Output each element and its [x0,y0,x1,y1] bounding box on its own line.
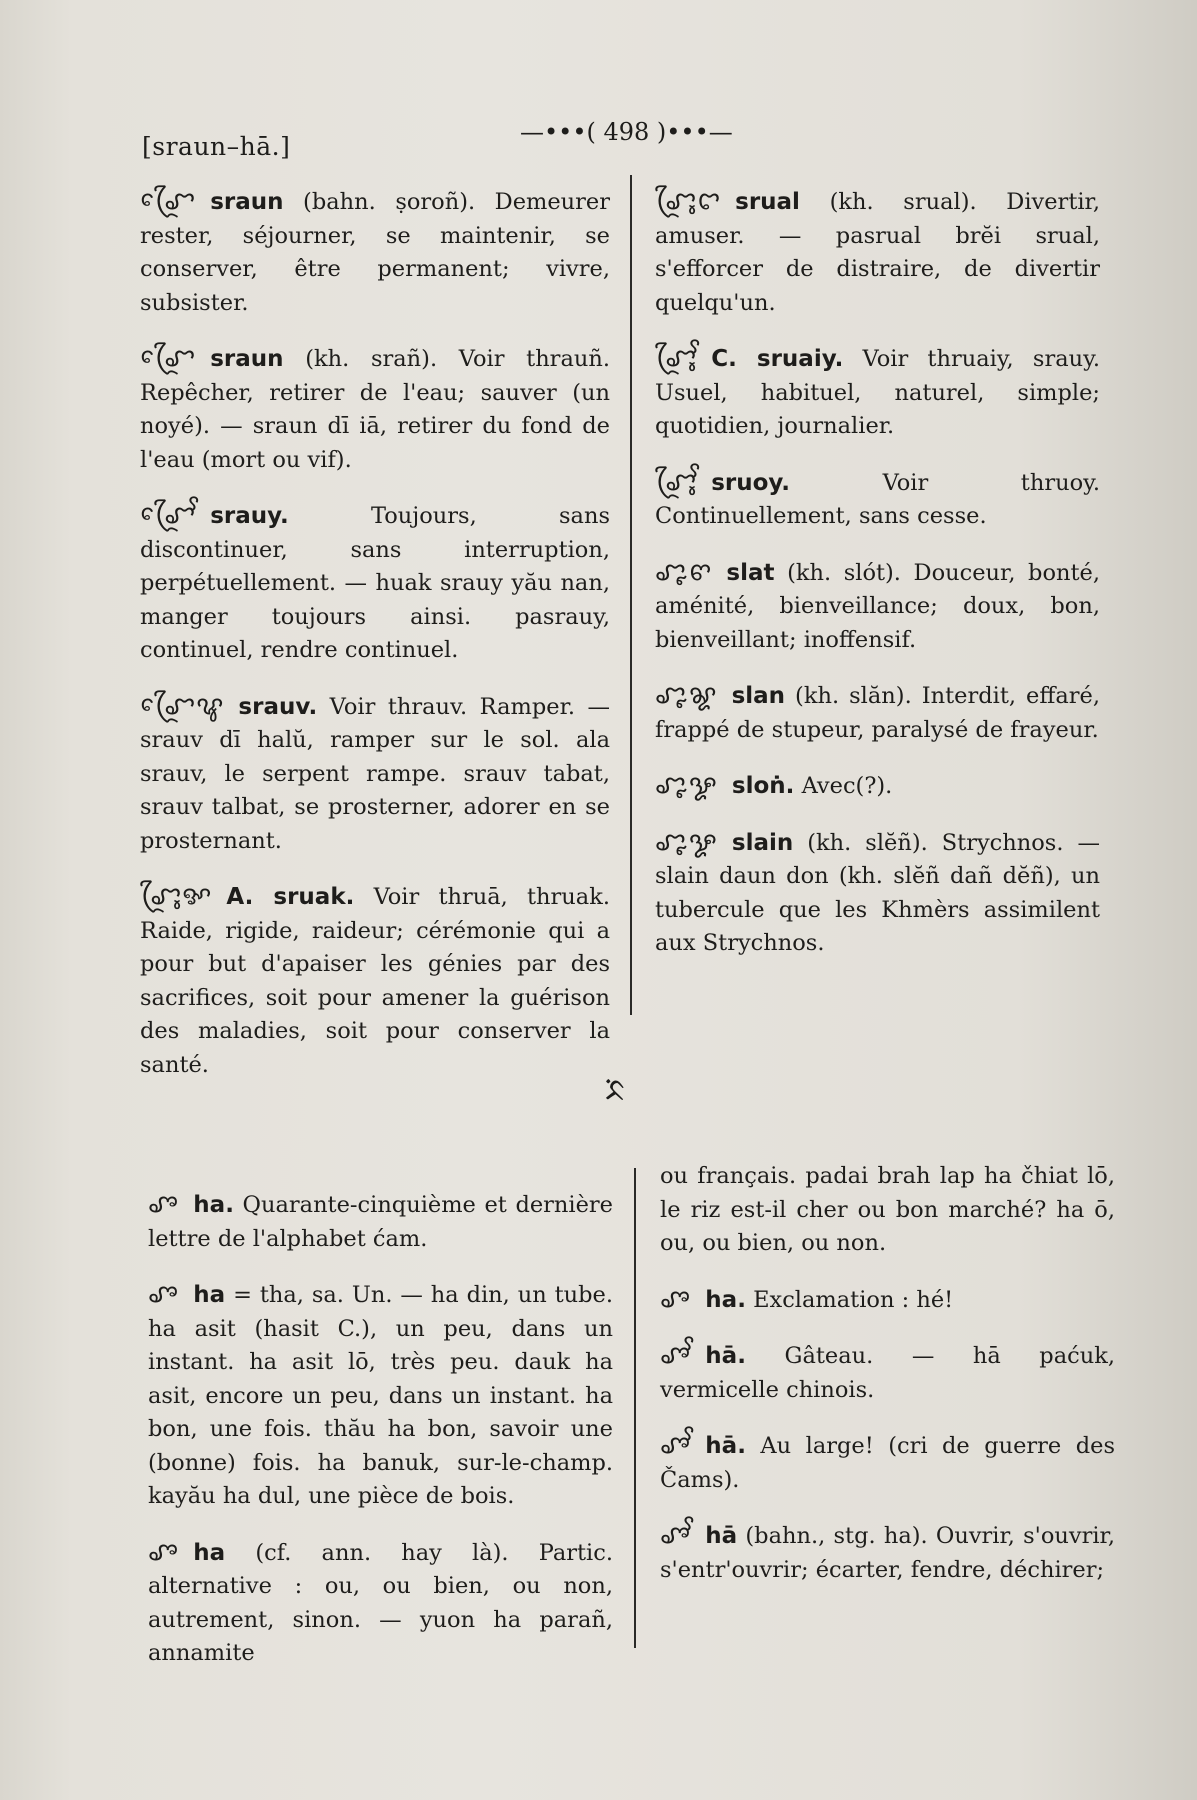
dictionary-entry [140,880,610,1082]
page-number: —•••( 498 )•••— [520,118,733,146]
dictionary-entry [655,466,1100,534]
cham-script-glyph: ꨧꨴꨶꨩ [655,343,698,373]
dictionary-entry [140,185,610,320]
right-column [655,185,1100,983]
cham-script-glyph: ꨨ [148,1536,180,1567]
headword: srauv. [238,693,318,720]
dictionary-entry [655,769,1100,804]
dictionary-entry [660,1429,1115,1497]
column-rule-lower [634,1168,636,1648]
headword: hā. [705,1343,746,1369]
dictionary-entry [655,826,1100,961]
definition: Voir thruaiy, srauy. Usuel, habituel, naturel, simple; quotidien, journalier. [655,346,1100,439]
cham-script-glyph: ꨨ [660,1283,692,1314]
headword: slat [726,559,775,586]
cham-script-glyph: ꨧꨵꨋ [655,770,718,800]
cham-script-glyph: ꨧꨴꨶꨩ [655,466,698,497]
headword: srual [735,189,800,215]
cham-script-glyph: ꨧꨴꨯꨥ [140,690,225,721]
dictionary-entry [140,690,610,859]
left-column [140,185,610,1104]
headword: hā [705,1523,738,1549]
dictionary-entry [148,1278,613,1514]
headword: slain [731,829,794,856]
dictionary-entry-continued [660,1160,1115,1261]
cham-script-glyph: ꨨ [148,1279,180,1309]
section-letter-glyph: ᨅᨗ [604,1070,628,1108]
definition: Exclamation : hé! [745,1286,954,1313]
definition: Quarante-cinquième et dernière lettre de l'alphabet ćam. [148,1192,613,1252]
dictionary-entry [660,1519,1115,1587]
dictionary-entry [148,1188,613,1256]
cham-script-glyph: ꨨꨩ [660,1430,692,1460]
cham-script-glyph: ꨨ [148,1189,180,1219]
definition: Gâteau. — hā paćuk, vermicelle chinois. [660,1343,1115,1403]
definition: Toujours, sans discontinuer, sans interruption, perpétuellement. — huak srauy yău nan, manger toujours ainsi. pasrauy, continuel, rendre continuel. [140,503,610,663]
definition: Avec(?). [794,773,893,799]
headword: hā. [705,1433,746,1459]
headword: sruoy. [711,469,791,496]
headword: srauy. [210,503,289,529]
definition: = tha, sa. Un. — ha din, un tube. ha asit (hasit C.), un peu, dans un instant. ha asit lō, très peu. dauk ha asit, encore un peu, dans un instant. ha bon, une fois. thău ha bon, savoir une (bonne) fois. ha banuk, sur-le-champ. kayău ha dul, une pièce de bois. [148,1282,613,1509]
headword: slan [731,683,786,709]
headword: sloṅ. [731,773,795,799]
dictionary-entry [148,1536,613,1671]
cham-script-glyph: ꨧꨴꨯ [140,186,197,216]
definition: Voir thruā, thruak. Raide, rigide, raideur; cérémonie qui a pour but d'apaiser les génies par des sacrifices, soit pour amener la guérison des maladies, soit pour conserver la santé. [140,884,610,1078]
definition: (kh. slĕñ). Strychnos. — slain daun don (kh. slĕñ dañ dĕñ), un tubercule que les Khmèrs assimilent aux Strychnos. [655,829,1100,956]
dictionary-entry [655,342,1100,444]
headword: ha. [705,1286,746,1313]
definition: (kh. slăn). Interdit, effaré, frappé de stupeur, paralysé de frayeur. [655,683,1100,743]
definition: Voir thrauv. Ramper. — srauv dī halŭ, ramper sur le sol. ala srauv, le serpent rampe. srauv tabat, srauv talbat, se prosterner, adorer en se prosternant. [140,693,610,854]
headword: ha [193,1282,226,1308]
cham-script-glyph: ꨧꨴꨶꨀ [140,881,213,911]
definition: (kh. srual). Divertir, amuser. — pasrual brĕi srual, s'efforcer de distraire, de divertir quelqu'un. [655,189,1100,316]
headword: A. sruak. [226,884,355,910]
cham-script-glyph: ꨨꨩ [660,1520,692,1550]
headword: sraun [210,346,284,372]
definition: (cf. ann. hay là). Partic. alternative : ou, ou bien, ou non, autrement, sinon. — yuon ha parañ, annamite [148,1539,613,1666]
definition: (kh. slót). Douceur, bonté, aménité, bienveillance; doux, bon, bienveillant; inoffensif. [655,559,1100,653]
cham-script-glyph: ꨧꨴꨯꨩ [140,500,197,530]
headword: ha [193,1539,226,1566]
cham-script-glyph: ꨧꨴꨯ [140,343,197,373]
cham-script-glyph: ꨧꨵꨘ [655,680,718,710]
headword: ha. [193,1192,234,1218]
dictionary-entry [660,1283,1115,1318]
definition: Au large! (cri de guerre des Čams). [660,1433,1115,1493]
definition: (kh. srañ). Voir thrauñ. Repêcher, retirer de l'eau; sauver (un noyé). — sraun dī iā, retirer du fond de l'eau (mort ou vif). [140,346,610,473]
dictionary-entry [655,556,1100,658]
cham-script-glyph: ꨧꨴꨶꨤ [655,186,722,216]
cham-script-glyph: ꨧꨵꨓ [655,556,713,587]
dictionary-entry [660,1339,1115,1407]
dictionary-entry [655,185,1100,320]
headword: C. sruaiy. [711,346,844,372]
definition: Voir thruoy. Continuellement, sans cesse. [655,469,1100,529]
dictionary-entry [140,499,610,668]
cham-script-glyph: ꨧꨵꨋ [655,826,718,857]
dictionary-entry [655,679,1100,747]
definition: (bahn., stg. ha). Ouvrir, s'ouvrir, s'entr'ouvrir; écarter, fendre, déchirer; [660,1523,1115,1583]
lower-right-column [660,1160,1115,1609]
headword: sraun [210,189,284,215]
definition: (bahn. ṣoroñ). Demeurer rester, séjourner, se maintenir, se conserver, être permanent; vivre, subsister. [140,189,610,316]
cham-script-glyph: ꨨꨩ [660,1340,692,1370]
column-rule-upper [630,175,632,1015]
lower-left-column [148,1188,613,1693]
dictionary-entry [140,342,610,477]
definition: ou français. padai brah lap ha čhiat lō, le riz est-il cher ou bon marché? ha ō, ou, ou bien, ou non. [660,1163,1115,1256]
running-head: [sraun–hā.] [142,132,291,161]
